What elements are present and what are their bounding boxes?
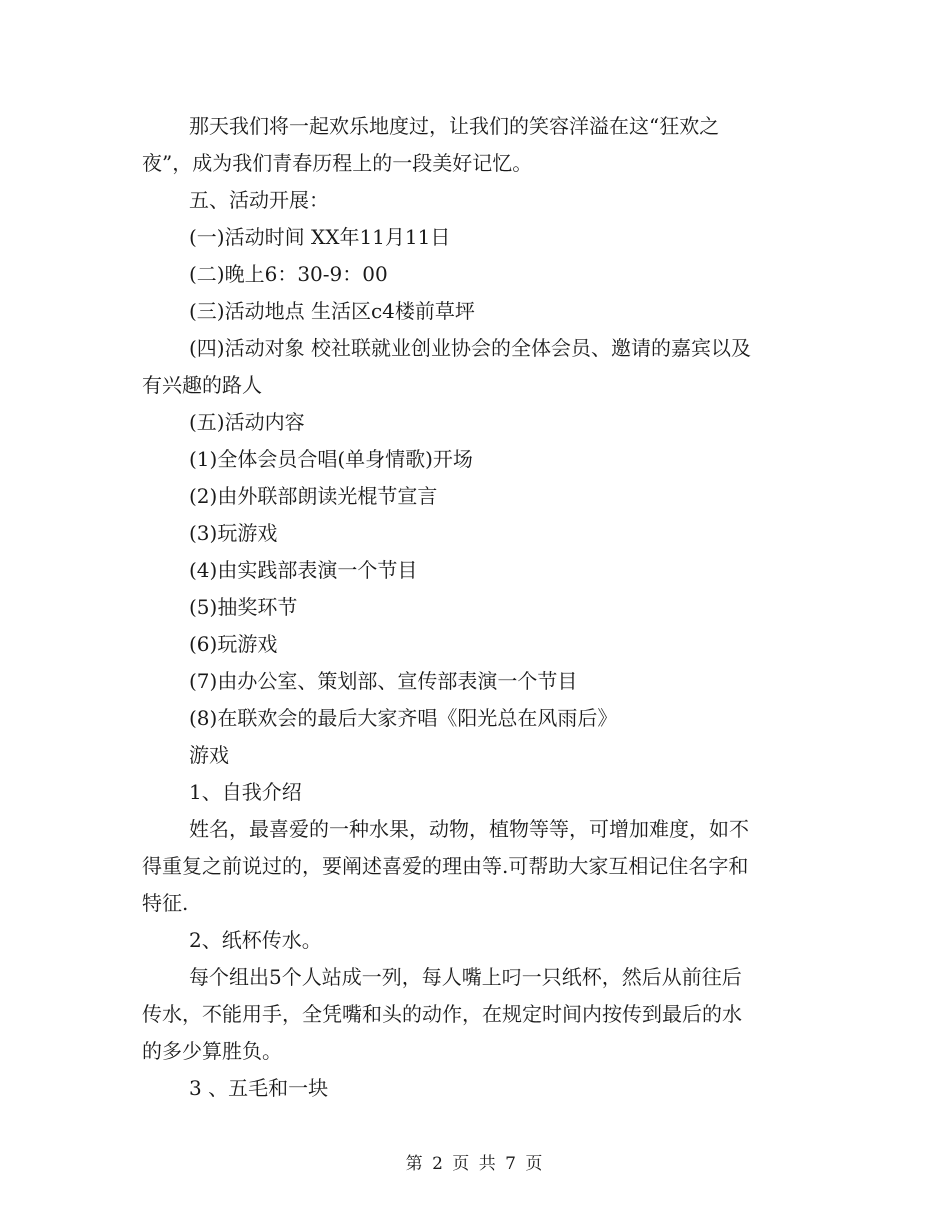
text-line: 每个组出5个人站成一列，每人嘴上叼一只纸杯，然后从前往后 [189, 965, 742, 989]
document-body [142, 108, 812, 1107]
text-line: 1、自我介绍 [189, 780, 302, 804]
text-line: (6)玩游戏 [189, 632, 278, 656]
text-line: 游戏 [189, 743, 229, 767]
text-line: (4)由实践部表演一个节目 [189, 558, 418, 582]
text-line: (3)玩游戏 [189, 521, 278, 545]
text-line: (7)由办公室、策划部、宣传部表演一个节目 [189, 669, 578, 693]
text-line: 特征. [142, 891, 189, 915]
text-line: 得重复之前说过的，要阐述喜爱的理由等.可帮助大家互相记住名字和 [142, 854, 749, 878]
text-line: (5)抽奖环节 [189, 595, 298, 619]
text-line: 有兴趣的路人 [142, 373, 262, 397]
text-line: 姓名，最喜爱的一种水果，动物，植物等等，可增加难度，如不 [189, 817, 749, 841]
text-line: (三)活动地点 生活区c4楼前草坪 [189, 299, 475, 323]
text-line: 2、纸杯传水。 [189, 928, 322, 952]
text-line: 3 、五毛和一块 [189, 1076, 329, 1100]
page-footer: 第 2 页 共 7 页 [405, 1154, 545, 1174]
text-line: (一)活动时间 XX年11月11日 [189, 225, 451, 249]
text-line: 那天我们将一起欢乐地度过，让我们的笑容洋溢在这“狂欢之 [189, 114, 720, 138]
text-line: (2)由外联部朗读光棍节宣言 [189, 484, 438, 508]
text-line: (二)晚上6：30-9：00 [189, 262, 388, 286]
text-line: 夜”，成为我们青春历程上的一段美好记忆。 [142, 151, 533, 175]
text-line: (五)活动内容 [189, 410, 305, 434]
text-line: (1)全体会员合唱(单身情歌)开场 [189, 447, 473, 471]
text-line: (四)活动对象 校社联就业创业协会的全体会员、邀请的嘉宾以及 [189, 336, 751, 360]
text-line: 五、活动开展： [189, 188, 329, 212]
text-line: 的多少算胜负。 [142, 1039, 282, 1063]
text-line: (8)在联欢会的最后大家齐唱《阳光总在风雨后》 [189, 706, 618, 730]
text-line: 传水，不能用手，全凭嘴和头的动作，在规定时间内按传到最后的水 [142, 1002, 742, 1026]
